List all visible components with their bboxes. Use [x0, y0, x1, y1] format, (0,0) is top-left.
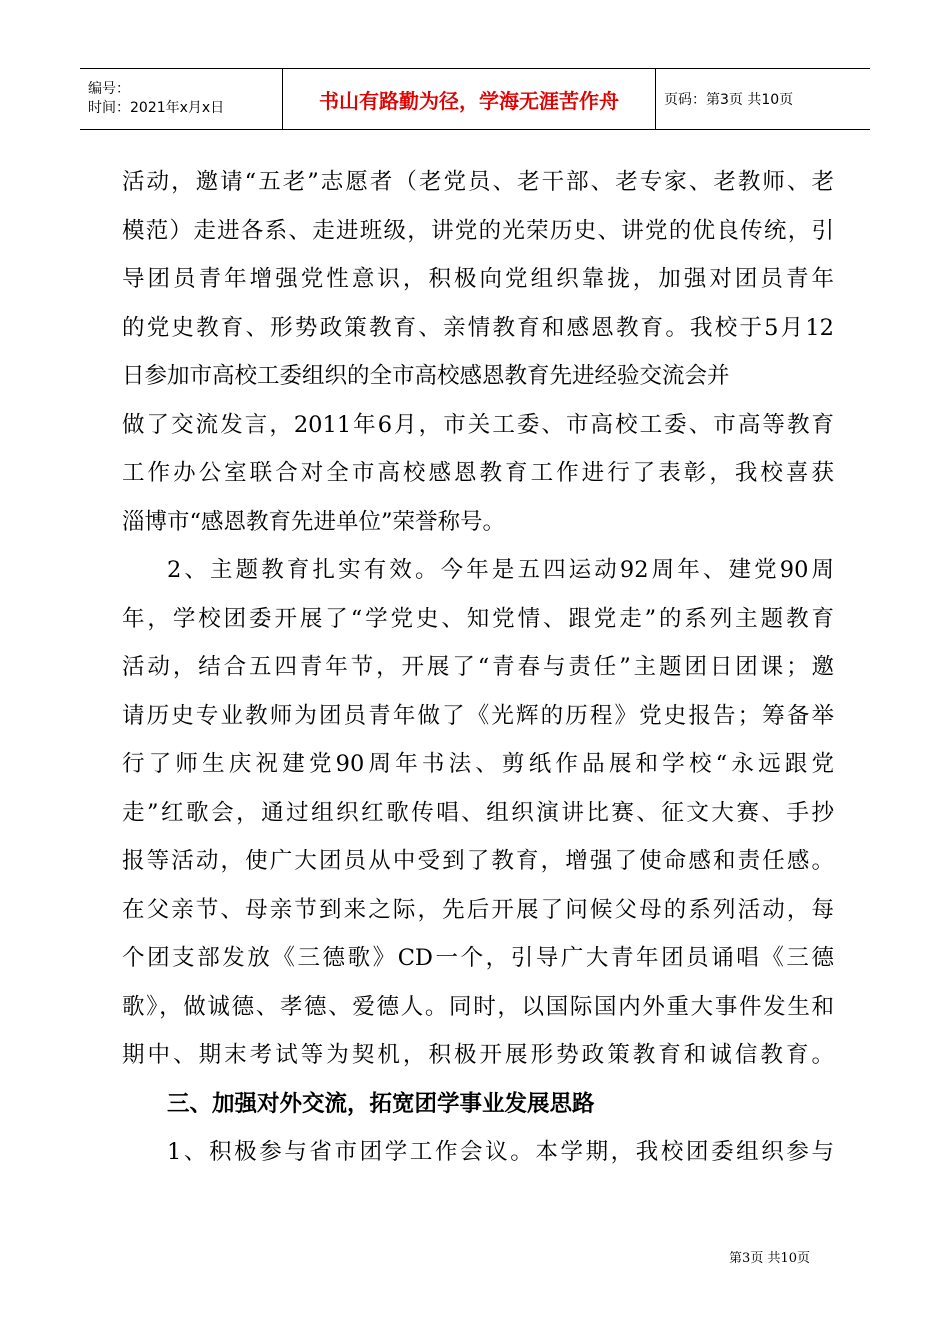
header-meta: [80, 69, 283, 129]
text-line: 行了师生庆祝建党90周年书法、剪纸作品展和学校“永远跟党: [122, 751, 834, 777]
text-line: 模范）走进各系、走进班级，讲党的光荣历史、讲党的优良传统，引: [122, 217, 834, 244]
text-line: 年，学校团委开展了“学党史、知党情、跟党走”的系列主题教育: [122, 605, 834, 632]
doc-time-label: 时间：2021年x月x日: [88, 100, 225, 116]
text-line: 歌》，做诚德、孝德、爱德人。同时，以国际国内外重大事件发生和: [122, 993, 834, 1020]
text-line: 工作办公室联合对全市高校感恩教育工作进行了表彰，我校喜获: [122, 460, 834, 486]
text-line: 个团支部发放《三德歌》CD一个，引导广大青年团员诵唱《三德: [122, 945, 834, 971]
page-footer: 第3页 共10页: [729, 1251, 810, 1266]
text-line: 淄博市“感恩教育先进单位”荣誉称号。: [122, 508, 506, 535]
text-line: 请历史专业教师为团员青年做了《光辉的历程》党史报告；筹备举: [122, 702, 834, 729]
text-line: 日参加市高校工委组织的全市高校感恩教育先进经验交流会并: [122, 363, 730, 389]
text-line: 期中、期末考试等为契机，积极开展形势政策教育和诚信教育。: [122, 1042, 834, 1068]
text-line: 导团员青年增强党性意识，积极向党组织靠拢，加强对团员青年: [122, 266, 834, 292]
header-page-number: 页码：第3页 共10页: [664, 92, 794, 108]
text-line: 走”红歌会，通过组织红歌传唱、组织演讲比赛、征文大赛、手抄: [122, 799, 834, 826]
text-line: 活动，结合五四青年节，开展了“青春与责任”主题团日团课；邀: [122, 654, 834, 680]
document-body: [122, 158, 834, 1177]
text-line: 在父亲节、母亲节到来之际，先后开展了问候父母的系列活动，每: [122, 896, 834, 923]
text-line: 报等活动，使广大团员从中受到了教育，增强了使命感和责任感。: [122, 848, 834, 874]
text-line: 1、积极参与省市团学工作会议。本学期，我校团委组织参与: [167, 1139, 834, 1165]
doc-number-label: 编号：: [88, 81, 130, 97]
section-heading: 三、加强对外交流，拓宽团学事业发展思路: [167, 1090, 595, 1117]
header-motto: 书山有路勤为径，学海无涯苦作舟: [283, 69, 656, 129]
text-line: 做了交流发言，2011年6月，市关工委、市高校工委、市高等教育: [122, 411, 834, 438]
text-line: 2、主题教育扎实有效。今年是五四运动92周年、建党90周: [167, 557, 834, 583]
page-header: [80, 68, 870, 130]
text-line: 活动，邀请“五老”志愿者（老党员、老干部、老专家、老教师、老: [122, 169, 834, 195]
text-line: 的党史教育、形势政策教育、亲情教育和感恩教育。我校于5月12: [122, 314, 834, 341]
